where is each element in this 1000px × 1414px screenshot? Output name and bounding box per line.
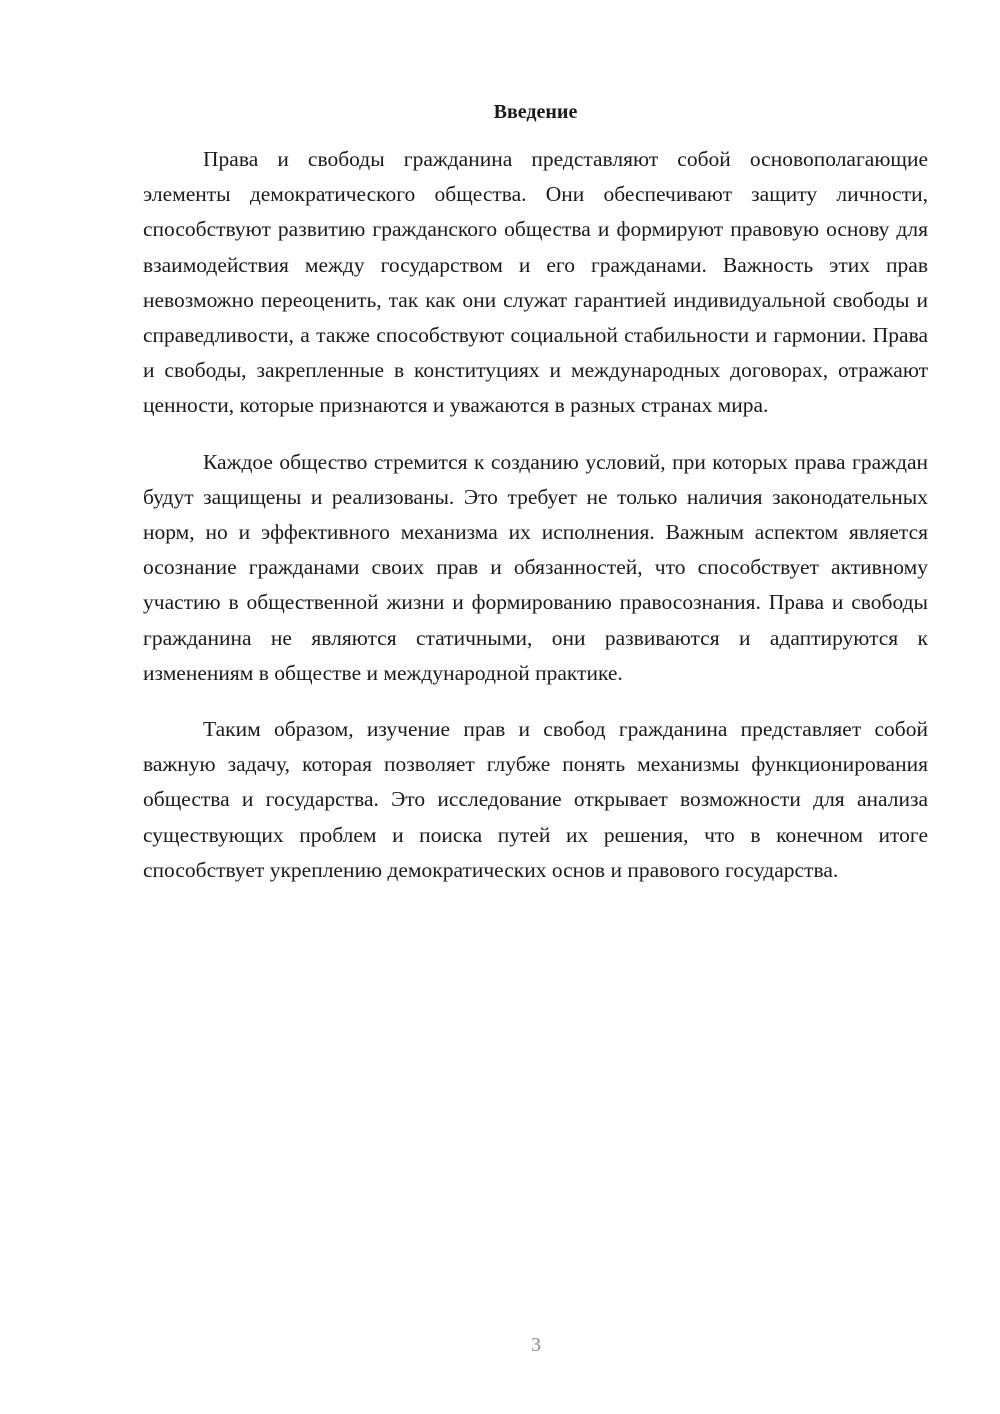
body-text	[143, 142, 928, 909]
section-title: Введение	[493, 101, 578, 123]
paragraph-3: Таким образом, изучение прав и свобод гражданина представляет собой важную задачу, которая позволяет глубже понять механизмы функционирования общества и государства. Это исследование открывает возможности для анализа существующих проблем и поиска путей их решения, что в конечном итоге способствует укреплению демократических основ и правового государства.	[143, 717, 928, 882]
paragraph-2: Каждое общество стремится к созданию условий, при которых права граждан будут защищены и реализованы. Это требует не только наличия законодательных норм, но и эффективного механизма их исполнения. Важным аспектом является осознание гражданами своих прав и обязанностей, что способствует активному участию в общественной жизни и формированию правосознания. Права и свободы гражданина не являются статичными, они развиваются и адаптируются к изменениям в обществе и международной практике.	[143, 449, 928, 685]
page-number: 3	[531, 1334, 541, 1356]
paragraph-1: Права и свободы гражданина представляют собой основополагающие элементы демократического общества. Они обеспечивают защиту личности, способствуют развитию гражданского общества и формируют правовую основу для взаимодействия между государством и его гражданами. Важность этих прав невозможно переоценить, так как они служат гарантией индивидуальной свободы и справедливости, а также способствуют социальной стабильности и гармонии. Права и свободы, закрепленные в конституциях и международных договорах, отражают ценности, которые признаются и уважаются в разных странах мира.	[143, 147, 928, 418]
